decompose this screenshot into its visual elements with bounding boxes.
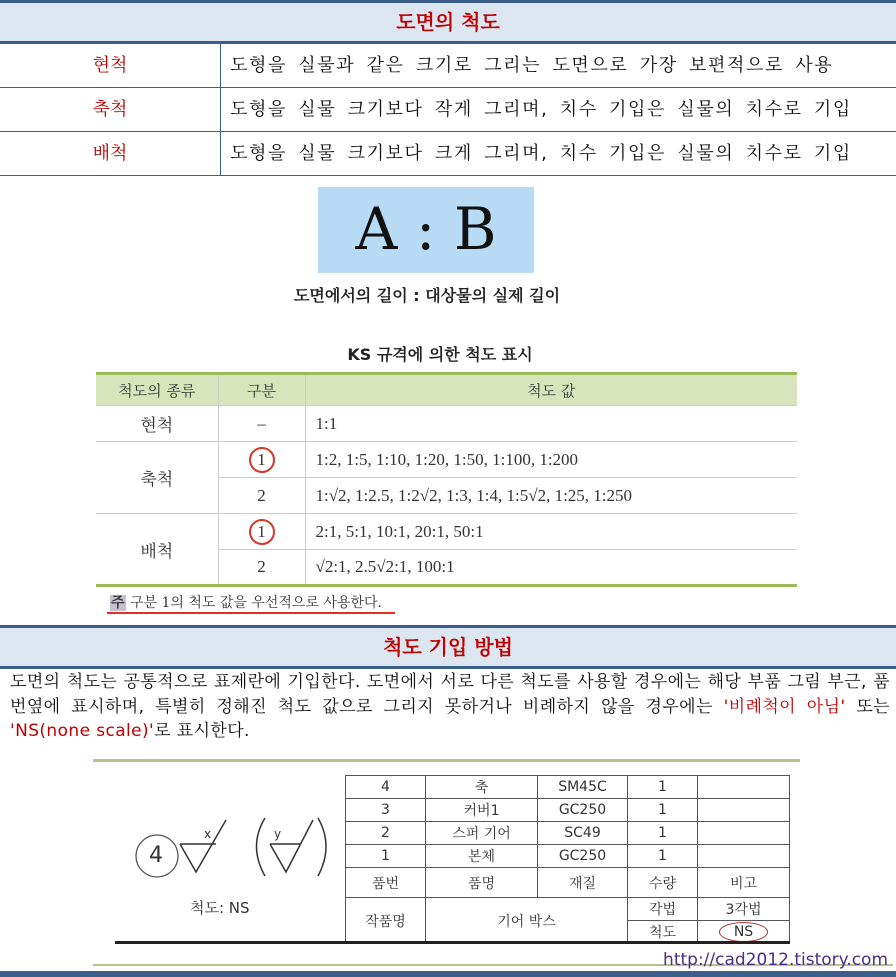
cell (698, 822, 790, 845)
cell: 1 (346, 845, 426, 868)
values-cell: 1:2, 1:5, 1:10, 1:20, 1:50, 1:100, 1:200 (305, 442, 797, 478)
table-row (346, 776, 790, 799)
bottom-bar (0, 971, 896, 977)
cell: 1 (628, 822, 698, 845)
header-cell: 품명 (426, 868, 538, 898)
circled-div: 1 (249, 447, 275, 473)
header-cell: 품번 (346, 868, 426, 898)
cell: 본체 (426, 845, 538, 868)
cell: 1 (628, 799, 698, 822)
div-cell: 2 (218, 478, 305, 514)
table-row (346, 822, 790, 845)
kind-cell: 배척 (96, 514, 218, 586)
cell: 커버1 (426, 799, 538, 822)
cell (698, 845, 790, 868)
ratio-caption: 도면에서의 길이 : 대상물의 실제 길이 (293, 286, 561, 305)
scale-desc: 도형을 실물 크기보다 작게 그리며, 치수 기입은 실물의 치수로 기입 (230, 99, 852, 120)
values-cell: 1:1 (305, 406, 797, 442)
kind-cell: 축척 (96, 442, 218, 514)
scale-row (0, 44, 896, 88)
quote-ns: 'NS(none scale)' (10, 721, 155, 741)
work-name: 기어 박스 (426, 898, 628, 944)
note-text: 구분 1의 척도 값을 우선적으로 사용한다. (129, 595, 382, 611)
cell: 축 (426, 776, 538, 799)
col-header: 구분 (218, 374, 305, 406)
symbol-y: y (274, 827, 282, 841)
header-cell: 비고 (698, 868, 790, 898)
values-cell: √2:1, 2.5√2:1, 100:1 (305, 550, 797, 586)
circled-div: 1 (249, 519, 275, 545)
scale-row (0, 132, 896, 176)
cell: SC49 (538, 822, 628, 845)
col-header: 척도 값 (305, 374, 797, 406)
para-text: 또는 (845, 696, 890, 717)
values-cell: 1:√2, 1:2.5, 1:2√2, 1:3, 1:4, 1:5√2, 1:25, 1:250 (305, 478, 797, 514)
title-block-baseline (115, 941, 790, 944)
col-header: 척도의 종류 (96, 374, 218, 406)
scale-term: 축척 (0, 88, 221, 131)
para-text: 도면의 척도는 공통적으로 표제란에 기입한다. 도면에서 서로 다른 척도를 사용할 경우에는 해당 부품 그림 부근, 품번옆에 표시하며, 특별히 정해진 척도 값으로 그리지 못하거나 비례하지 않을 경우에는 (10, 672, 890, 717)
cell: 2 (346, 822, 426, 845)
header-cell: 재질 (538, 868, 628, 898)
scale-term: 현척 (0, 44, 221, 87)
section-header-drawing-scale: 도면의 척도 (0, 0, 896, 44)
scale-desc: 도형을 실물 크기보다 크게 그리며, 치수 기입은 실물의 치수로 기입 (230, 143, 852, 164)
cell: GC250 (538, 799, 628, 822)
note-underline (107, 612, 395, 614)
cell (698, 776, 790, 799)
header-cell: 수량 (628, 868, 698, 898)
angle-label: 각법 (628, 898, 698, 921)
ks-scale-table (96, 372, 797, 587)
table-row (346, 898, 790, 921)
source-url[interactable]: http://cad2012.tistory.com (663, 950, 888, 970)
symbol-x: x (204, 827, 212, 841)
header-row (346, 868, 790, 898)
note-tag: 주 (111, 595, 125, 611)
table-row (96, 514, 797, 550)
cell: 1 (628, 845, 698, 868)
ks-table-title: KS 규격에 의한 척도 표시 (347, 345, 533, 364)
cell: 스퍼 기어 (426, 822, 538, 845)
cell: SM45C (538, 776, 628, 799)
scale-desc: 도형을 실물과 같은 크기로 그리는 도면으로 가장 보편적으로 사용 (230, 55, 834, 76)
scale-value-circled: NS (719, 922, 768, 942)
values-cell: 2:1, 5:1, 10:1, 20:1, 50:1 (305, 514, 797, 550)
scale-entry-paragraph (10, 670, 890, 744)
kind-cell: 현척 (96, 406, 218, 442)
para-text: 로 표시한다. (154, 721, 250, 741)
angle-value: 3각법 (698, 898, 790, 921)
div-cell: 2 (218, 550, 305, 586)
cell: 3 (346, 799, 426, 822)
ratio-box: A : B (318, 187, 534, 273)
div-cell: – (218, 406, 305, 442)
table-row (346, 799, 790, 822)
work-label: 작품명 (346, 898, 426, 944)
part-number: 4 (149, 843, 163, 868)
table-row (96, 442, 797, 478)
cell: GC250 (538, 845, 628, 868)
title-block-table (345, 775, 790, 944)
table-note (110, 592, 382, 612)
scale-label: 척도 (628, 921, 698, 944)
cell: 1 (628, 776, 698, 799)
table-row (96, 406, 797, 442)
table-row (346, 845, 790, 868)
scale-row (0, 88, 896, 132)
cell (698, 799, 790, 822)
scale-ns-label: 척도: NS (190, 899, 250, 917)
divider (93, 759, 800, 762)
cell: 4 (346, 776, 426, 799)
quote-not-to-scale: '비례척이 아님' (723, 696, 846, 717)
section-header-scale-entry: 척도 기입 방법 (0, 625, 896, 669)
scale-term: 배척 (0, 132, 221, 175)
